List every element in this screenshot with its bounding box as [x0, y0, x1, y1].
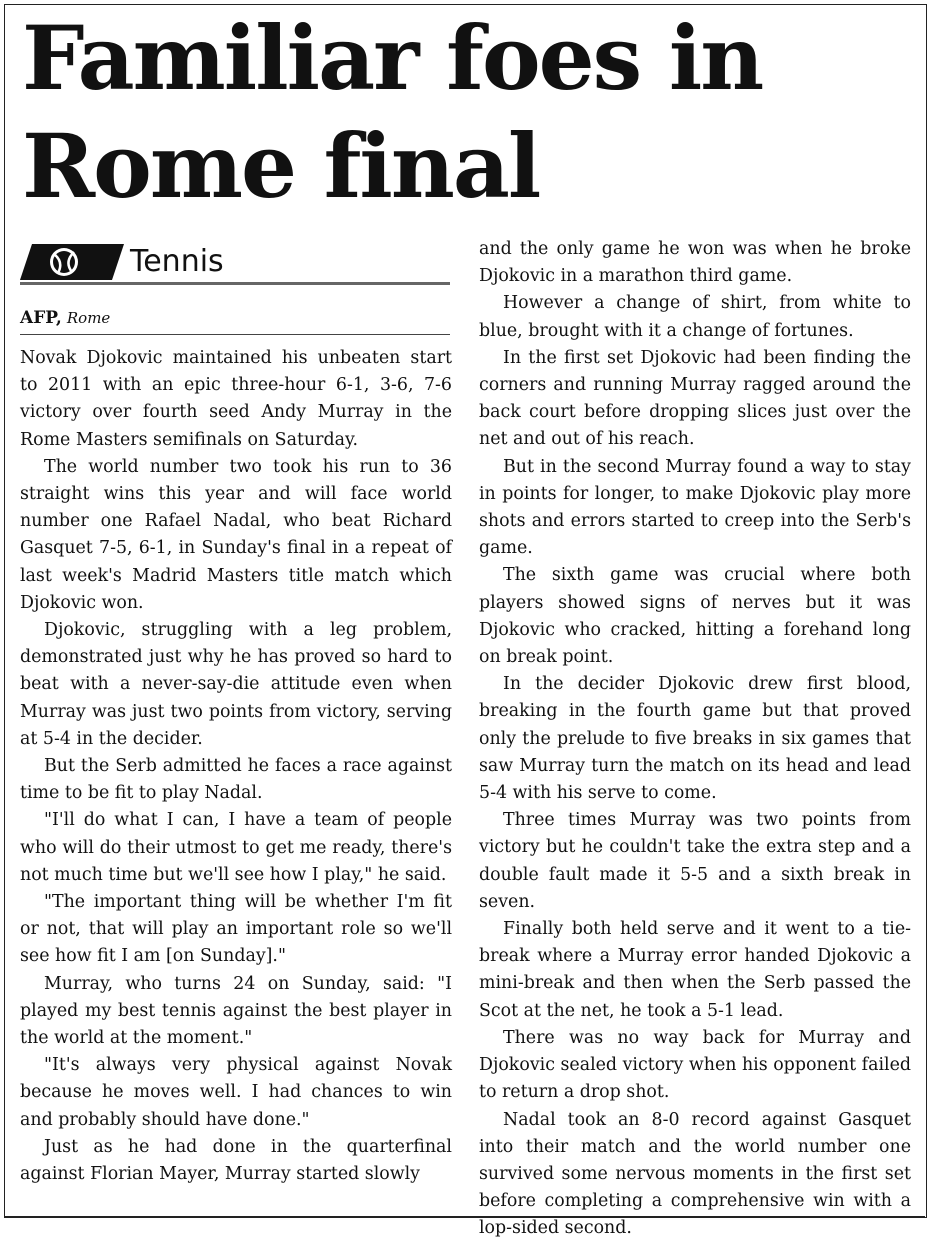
paragraph: Three times Murray was two points from victory but he couldn't take the extra step and a double fault made it 5-5 and a sixth break in seven. [479, 810, 911, 912]
paragraph: Murray, who turns 24 on Sunday, said: "I played my best tennis against the best player in the world at the moment." [20, 973, 452, 1049]
paragraph: "The important thing will be whether I'm fit or not, that will play an important role so we'll see how fit I am [on Sunday]." [20, 892, 452, 967]
byline [20, 306, 450, 330]
headline-line-1: Familiar foes in [22, 6, 763, 110]
byline-place: Rome [66, 309, 111, 327]
headline-line-2: Rome final [22, 114, 540, 218]
article-column-right [479, 236, 911, 1243]
paragraph: But in the second Murray found a way to stay in points for longer, to make Djokovic play more shots and errors started to creep into the Serb's game. [479, 456, 911, 559]
paragraph: Finally both held serve and it went to a tie-break where a Murray error handed Djokovic a mini-break and then when the Serb passed the Scot at the net, he took a 5-1 lead. [479, 919, 911, 1021]
headline [22, 4, 902, 220]
byline-rule [20, 334, 450, 335]
section-kicker [20, 240, 450, 288]
paragraph: There was no way back for Murray and Djokovic sealed victory when his opponent failed to return a drop shot. [479, 1027, 911, 1103]
paragraph: The world number two took his run to 36 straight wins this year and will face world number one Rafael Nadal, who beat Richard Gasquet 7-5, 6-1, in Sunday's final in a repeat of last week's Madrid Masters title match which Djokovic won. [20, 456, 452, 613]
section-rule [20, 282, 450, 285]
paragraph: The sixth game was crucial where both players showed signs of nerves but it was Djokovic who cracked, hitting a forehand long on break point. [479, 565, 911, 668]
paragraph: Nadal took an 8-0 record against Gasquet into their match and the world number one survived some nervous moments in the first set before completing a comprehensive win with a lop-sided second. [479, 1109, 911, 1239]
paragraph: Djokovic, struggling with a leg problem, demonstrated just why he has proved so hard to beat with a never-say-die attitude even when Murray was just two points from victory, serving at 5-4 in the decider. [20, 620, 452, 749]
section-label: Tennis [130, 244, 224, 279]
tennis-ball-icon [20, 244, 124, 280]
byline-agency: AFP, [20, 308, 62, 328]
article-column-left [20, 345, 452, 1188]
paragraph: "I'll do what I can, I have a team of people who will do their utmost to get me ready, there's not much time but we'll see how I play," he said. [20, 810, 452, 885]
paragraph: and the only game he won was when he broke Djokovic in a marathon third game. [479, 239, 911, 287]
paragraph: "It's always very physical against Novak because he moves well. I had chances to win and probably should have done." [20, 1055, 452, 1130]
paragraph: Just as he had done in the quarterfinal against Florian Mayer, Murray started slowly [20, 1136, 452, 1185]
paragraph: But the Serb admitted he faces a race against time to be fit to play Nadal. [20, 756, 452, 804]
paragraph: However a change of shirt, from white to blue, brought with it a change of fortunes. [479, 293, 911, 341]
bottom-rule [4, 1216, 925, 1218]
paragraph: In the decider Djokovic drew first blood, breaking in the fourth game but that proved only the prelude to five breaks in six games that saw Murray turn the match on its head and lead 5-4 with his serve to come. [479, 674, 911, 804]
paragraph: In the first set Djokovic had been finding the corners and running Murray ragged around the back court before dropping slices just over the net and out of his reach. [479, 347, 911, 450]
paragraph: Novak Djokovic maintained his unbeaten start to 2011 with an epic three-hour 6-1, 3-6, 7-6 victory over fourth seed Andy Murray in the Rome Masters semifinals on Saturday. [20, 348, 452, 450]
